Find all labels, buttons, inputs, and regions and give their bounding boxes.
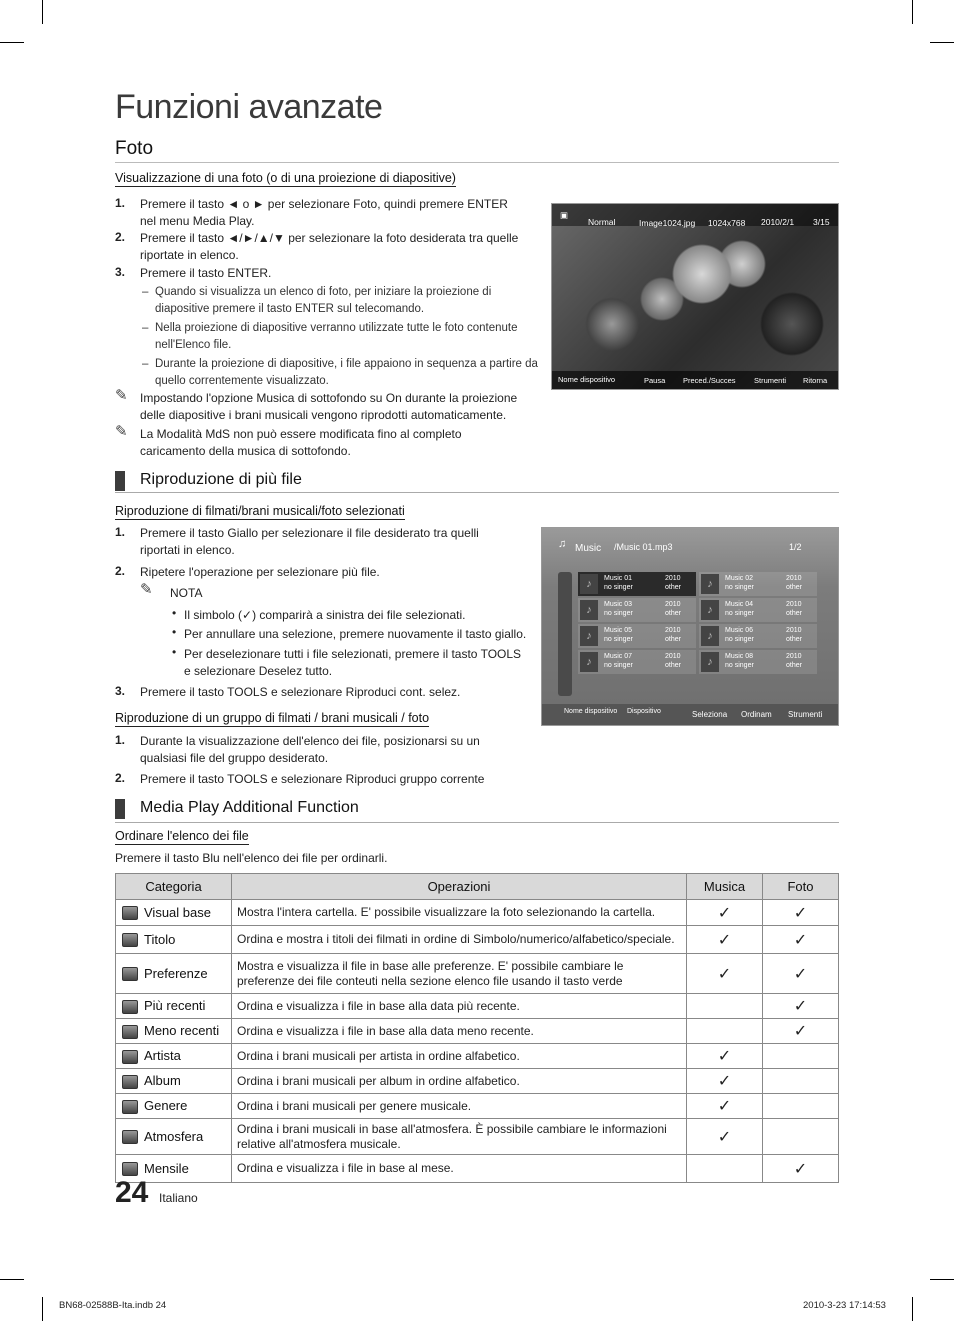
category-icon [122, 906, 138, 920]
operation-cell: Mostra l'intera cartella. E' possibile visualizzare la foto selezionando la cartella. [232, 900, 687, 926]
music-check: ✓ [687, 954, 763, 994]
photo-dash-2: Nella proiezione di diapositive verranno utilizzate tutte le foto contenute nell'Elenco file. [155, 322, 518, 351]
operation-cell: Ordina e mostra i titoli dei filmati in ordine di Simbolo/numerico/alfabetico/speciale. [232, 926, 687, 954]
group-subtitle: Riproduzione di un gruppo di filmati / brani musicali / foto [115, 711, 430, 725]
osd-tools: Strumenti [754, 376, 787, 385]
music-item[interactable] [578, 624, 696, 648]
note-pencil-icon: ✎ [115, 423, 128, 440]
category-icon [122, 1000, 138, 1014]
extra-header [115, 799, 839, 823]
table-row [116, 1155, 839, 1183]
osd-counter: 3/15 [813, 217, 830, 227]
footer-timestamp: 2010-3-23 17:14:53 [803, 1300, 886, 1311]
music-item-genre: other [665, 584, 681, 591]
category-icon [122, 967, 138, 981]
crop-mark [912, 0, 913, 24]
step-number: 1. [115, 733, 126, 747]
operation-cell: Mostra e visualizza il file in base alle preferenze. E' possibile cambiare le preferenze dei file conteuti nella sezione elenco file usando il tasto verde [232, 954, 687, 994]
music-item[interactable] [699, 650, 817, 674]
category-label: Titolo [144, 931, 176, 947]
category-label: Meno recenti [144, 1023, 220, 1039]
music-item-singer: no singer [604, 584, 633, 591]
bullet: • [172, 625, 177, 639]
table-row [116, 1019, 839, 1044]
photo-check: ✓ [763, 994, 839, 1019]
photo-check [763, 1119, 839, 1155]
table-row [116, 994, 839, 1019]
osd-mode: Normal [588, 217, 616, 227]
photo-step-1: Premere il tasto ◄ o ► per selezionare Foto, quindi premere ENTER nel menu Media Play. [140, 197, 508, 228]
music-item-singer: no singer [604, 610, 633, 617]
table-row [116, 900, 839, 926]
photo-check [763, 1044, 839, 1069]
category-label: Genere [144, 1098, 188, 1114]
music-item-year: 2010 [665, 575, 681, 582]
category-icon [122, 1050, 138, 1064]
operation-cell: Ordina e visualizza i file in base al mese. [232, 1155, 687, 1183]
music-item-year: 2010 [665, 653, 681, 660]
music-check: ✓ [687, 900, 763, 926]
category-icon [122, 1075, 138, 1089]
step-number: 2. [115, 771, 126, 785]
music-item-singer: no singer [725, 610, 754, 617]
step-number: 3. [115, 684, 126, 698]
step-number: 2. [115, 564, 126, 578]
osd-pause: Pausa [644, 376, 666, 385]
music-check: ✓ [687, 1094, 763, 1119]
music-note-icon: ♪ [580, 652, 598, 672]
header-cell: Categoria [116, 874, 232, 900]
category-cell [116, 1044, 232, 1069]
sort-table [115, 873, 839, 1183]
music-check: ✓ [687, 1119, 763, 1155]
music-note-icon: ♪ [701, 574, 719, 594]
nota-label: NOTA [170, 586, 203, 600]
category-label: Preferenze [144, 965, 208, 981]
multi-step-2: Ripetere l'operazione per selezionare più file. [140, 565, 380, 579]
photo-step-3: Premere il tasto ENTER. [140, 266, 272, 280]
operation-cell: Ordina i brani musicali per artista in ordine alfabetico. [232, 1044, 687, 1069]
category-cell [116, 994, 232, 1019]
music-item-year: 2010 [665, 627, 681, 634]
category-cell [116, 1094, 232, 1119]
category-cell [116, 1069, 232, 1094]
osd-back: Ritorna [803, 376, 828, 385]
multi-header [115, 471, 839, 493]
music-note-icon: ♪ [580, 626, 598, 646]
music-select: Seleziona [692, 710, 728, 719]
dash-mark: – [142, 286, 149, 298]
header-cell: Musica [687, 874, 763, 900]
chapter-title: Funzioni avanzate [115, 88, 383, 126]
table-row [116, 954, 839, 994]
music-note-icon: ♪ [701, 626, 719, 646]
music-device: Nome dispositivo [564, 708, 618, 715]
music-item-name: Music 04 [725, 601, 754, 608]
category-icon [122, 933, 138, 947]
header-mark [115, 799, 125, 819]
note-pencil-icon: ✎ [115, 387, 128, 404]
crop-mark [930, 1279, 954, 1280]
music-item[interactable] [699, 572, 817, 596]
photo-dash-1: Quando si visualizza un elenco di foto, per iniziare la proiezione di diapositive premere il tasto ENTER sul telecomando. [155, 286, 492, 315]
category-icon [122, 1100, 138, 1114]
photo-check [763, 1094, 839, 1119]
music-check [687, 1155, 763, 1183]
music-item-singer: no singer [725, 636, 754, 643]
multi-bullet-3: Per deselezionare tutti i file selezionati, premere il tasto TOOLS e selezionare Deselez tutto. [184, 647, 522, 678]
music-item-singer: no singer [604, 662, 633, 669]
table-row [116, 1069, 839, 1094]
music-note-icon: ♪ [580, 574, 598, 594]
group-step-2: Premere il tasto TOOLS e selezionare Riproduci gruppo corrente [140, 772, 485, 786]
music-note-icon: ♪ [701, 600, 719, 620]
photo-slideshow-screen [551, 203, 839, 390]
photo-subtitle: Visualizzazione di una foto (o di una proiezione di diapositive) [115, 171, 456, 185]
crop-mark [42, 0, 43, 24]
operation-cell: Ordina i brani musicali per genere musicale. [232, 1094, 687, 1119]
photo-check: ✓ [763, 926, 839, 954]
music-item[interactable] [699, 624, 817, 648]
osd-resolution: 1024x768 [708, 218, 746, 228]
photo-check [763, 1069, 839, 1094]
multi-bullet-1: Il simbolo (✓) comparirà a sinistra dei file selezionati. [184, 608, 466, 622]
category-cell [116, 954, 232, 994]
category-label: Atmosfera [144, 1128, 204, 1144]
table-header-row [116, 874, 839, 900]
music-item-singer: no singer [725, 662, 754, 669]
category-label: Più recenti [144, 998, 206, 1014]
category-icon [122, 1025, 138, 1039]
photo-note-1: Impostando l'opzione Musica di sottofondo su On durante la proiezione delle diapositive i brani musicali vengono riprodotti automaticamente. [140, 391, 518, 422]
multi-bullet-2: Per annullare una selezione, premere nuovamente il tasto giallo. [184, 627, 527, 641]
music-item[interactable] [578, 572, 696, 596]
photo-note-2: La Modalità MdS non può essere modificata fino al completo caricamento della musica di sottofondo. [140, 427, 462, 458]
osd-prevnext: Preced./Succes [683, 376, 736, 385]
sort-subtitle: Ordinare l'elenco dei file [115, 829, 249, 843]
photo-check: ✓ [763, 1155, 839, 1183]
osd-date: 2010/2/1 [761, 217, 795, 227]
music-check [687, 1019, 763, 1044]
photo-step-2: Premere il tasto ◄/►/▲/▼ per selezionare la foto desiderata tra quelle riportate in elenco. [140, 231, 519, 262]
multi-step-3: Premere il tasto TOOLS e selezionare Riproduci cont. selez. [140, 685, 461, 699]
step-number: 2. [115, 230, 126, 244]
osd-device: Nome dispositivo [558, 375, 616, 384]
music-item-name: Music 01 [604, 575, 633, 582]
multi-step-1: Premere il tasto Giallo per selezionare il file desiderato tra quelli riportati in elenco. [140, 526, 479, 557]
music-check [687, 994, 763, 1019]
music-item-year: 2010 [786, 575, 802, 582]
bullet: • [172, 645, 177, 659]
header-mark [115, 471, 125, 491]
music-item[interactable] [699, 598, 817, 622]
step-number: 1. [115, 196, 126, 210]
operation-cell: Ordina e visualizza i file in base alla data più recente. [232, 994, 687, 1019]
category-label: Mensile [144, 1160, 189, 1176]
category-cell [116, 926, 232, 954]
multi-subtitle: Riproduzione di filmati/brani musicali/foto selezionati [115, 504, 405, 518]
music-item[interactable] [578, 598, 696, 622]
photo-check: ✓ [763, 1019, 839, 1044]
footer-file: BN68-02588B-Ita.indb 24 [59, 1300, 167, 1311]
music-sort: Ordinam [741, 710, 772, 719]
footer-language: Italiano [159, 1191, 198, 1205]
music-check: ✓ [687, 1044, 763, 1069]
music-item-name: Music 02 [725, 575, 754, 582]
music-item-genre: other [786, 636, 802, 643]
category-label: Visual base [144, 904, 211, 920]
music-check: ✓ [687, 1069, 763, 1094]
page-number: 24 [115, 1176, 149, 1209]
music-note-icon: ♪ [580, 600, 598, 620]
music-item-name: Music 06 [725, 627, 754, 634]
music-item-name: Music 03 [604, 601, 633, 608]
category-cell [116, 900, 232, 926]
music-title: Music [575, 543, 602, 554]
music-item-genre: other [665, 610, 681, 617]
music-device-2: Dispositivo [627, 708, 661, 715]
music-item-singer: no singer [604, 636, 633, 643]
table-row [116, 1119, 839, 1155]
photo-check: ✓ [763, 900, 839, 926]
music-item-year: 2010 [786, 601, 802, 608]
music-item-year: 2010 [665, 601, 681, 608]
music-item-genre: other [786, 662, 802, 669]
operation-cell: Ordina e visualizza i file in base alla data meno recente. [232, 1019, 687, 1044]
sort-intro: Premere il tasto Blu nell'elenco dei file per ordinarli. [115, 851, 388, 865]
music-item-name: Music 08 [725, 653, 754, 660]
multi-header-label: Riproduzione di più file [140, 471, 302, 488]
crop-mark [0, 42, 24, 43]
category-label: Album [144, 1073, 181, 1089]
dash-mark: – [142, 358, 149, 370]
crop-mark [930, 42, 954, 43]
category-cell [116, 1119, 232, 1155]
music-folder-icon: ♫ [558, 538, 567, 550]
music-item-genre: other [665, 636, 681, 643]
music-page: 1/2 [789, 542, 802, 552]
music-tools: Strumenti [788, 710, 823, 719]
category-label: Artista [144, 1048, 181, 1064]
table-row [116, 926, 839, 954]
music-item-genre: other [665, 662, 681, 669]
header-cell: Foto [763, 874, 839, 900]
photo-check: ✓ [763, 954, 839, 994]
dash-mark: – [142, 322, 149, 334]
header-cell: Operazioni [232, 874, 687, 900]
crop-mark [42, 1297, 43, 1321]
category-cell [116, 1019, 232, 1044]
crop-mark [912, 1297, 913, 1321]
music-item-name: Music 07 [604, 653, 633, 660]
bullet: • [172, 606, 177, 620]
osd-filename: Image1024.jpg [639, 218, 696, 228]
music-item-singer: no singer [725, 584, 754, 591]
music-list-screen [541, 527, 839, 726]
music-item-genre: other [786, 584, 802, 591]
extra-header-label: Media Play Additional Function [140, 799, 359, 816]
music-sort-bar [558, 572, 572, 696]
music-item-genre: other [786, 610, 802, 617]
photo-icon: ▣ [560, 210, 569, 220]
category-icon [122, 1162, 138, 1176]
music-check: ✓ [687, 926, 763, 954]
photo-dash-3: Durante la proiezione di diapositive, i file appaiono in sequenza a partire da quello correntemente visualizzato. [155, 358, 538, 387]
table-row [116, 1044, 839, 1069]
operation-cell: Ordina i brani musicali per album in ordine alfabetico. [232, 1069, 687, 1094]
crop-mark [0, 1279, 24, 1280]
music-item-name: Music 05 [604, 627, 633, 634]
step-number: 1. [115, 525, 126, 539]
music-note-icon: ♪ [701, 652, 719, 672]
music-item-year: 2010 [786, 627, 802, 634]
music-path: /Music 01.mp3 [614, 542, 673, 552]
operation-cell: Ordina i brani musicali in base all'atmosfera. È possibile cambiare le informazioni relative all'atmosfera musicale. [232, 1119, 687, 1155]
category-icon [122, 1130, 138, 1144]
group-step-1: Durante la visualizzazione dell'elenco dei file, posizionarsi su un qualsiasi file del gruppo desiderato. [140, 734, 480, 765]
section-title: Foto [115, 138, 839, 163]
music-item-year: 2010 [786, 653, 802, 660]
music-item[interactable] [578, 650, 696, 674]
step-number: 3. [115, 265, 126, 279]
note-pencil-icon: ✎ [140, 581, 153, 598]
table-row [116, 1094, 839, 1119]
